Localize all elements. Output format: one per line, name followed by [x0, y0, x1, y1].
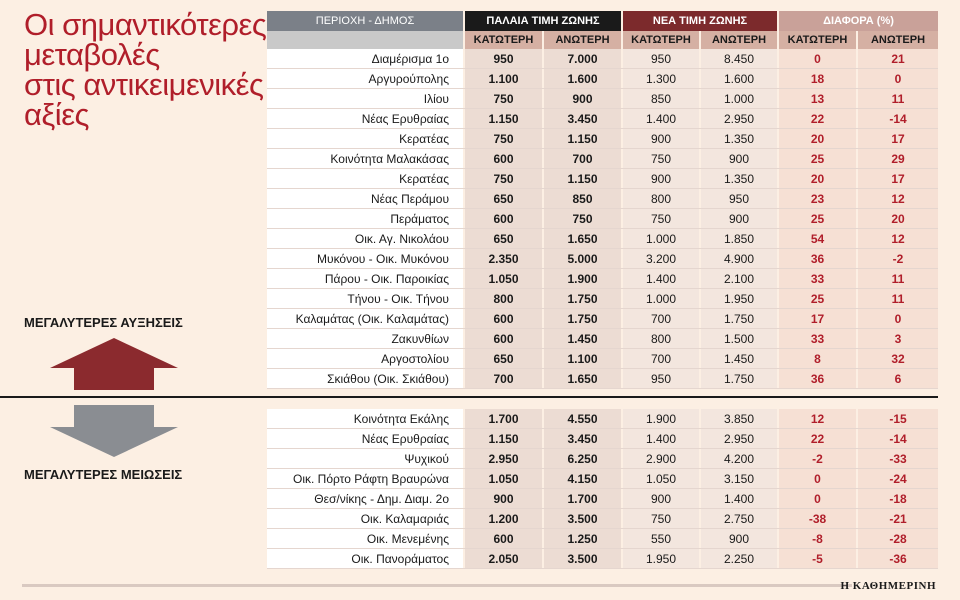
diff-high-cell: 6	[858, 369, 938, 388]
old-high-cell: 3.500	[544, 509, 623, 528]
header-new: ΝΕΑ ΤΙΜΗ ΖΩΝΗΣ	[623, 11, 779, 31]
old-high-cell: 850	[544, 189, 623, 208]
diff-low-cell: -38	[779, 509, 858, 528]
old-low-cell: 2.050	[465, 549, 544, 568]
region-cell: Κοινότητα Μαλακάσας	[267, 149, 465, 168]
old-low-cell: 600	[465, 309, 544, 328]
old-low-cell: 600	[465, 209, 544, 228]
new-low-cell: 800	[623, 189, 701, 208]
new-high-cell: 1.350	[701, 169, 779, 188]
table-row	[267, 269, 938, 289]
old-high-cell: 4.550	[544, 409, 623, 428]
table-row	[267, 49, 938, 69]
subheader-old-high: ΑΝΩΤΕΡΗ	[544, 31, 623, 49]
new-high-cell: 2.100	[701, 269, 779, 288]
old-high-cell: 1.250	[544, 529, 623, 548]
new-high-cell: 4.200	[701, 449, 779, 468]
old-low-cell: 700	[465, 369, 544, 388]
diff-low-cell: 33	[779, 269, 858, 288]
old-high-cell: 1.750	[544, 309, 623, 328]
old-low-cell: 600	[465, 149, 544, 168]
new-high-cell: 1.350	[701, 129, 779, 148]
table-row	[267, 69, 938, 89]
table-row	[267, 229, 938, 249]
old-high-cell: 750	[544, 209, 623, 228]
old-low-cell: 1.050	[465, 269, 544, 288]
diff-high-cell: 3	[858, 329, 938, 348]
up-arrow-icon	[50, 338, 178, 390]
old-low-cell: 650	[465, 349, 544, 368]
table-row	[267, 249, 938, 269]
diff-low-cell: 18	[779, 69, 858, 88]
old-high-cell: 1.150	[544, 169, 623, 188]
diff-high-cell: 21	[858, 49, 938, 68]
region-cell: Κερατέας	[267, 129, 465, 148]
page-title	[24, 7, 274, 132]
region-cell: Διαμέρισμα 1ο	[267, 49, 465, 68]
region-cell: Οικ. Μενεμένης	[267, 529, 465, 548]
diff-low-cell: 22	[779, 109, 858, 128]
table-row	[267, 349, 938, 369]
diff-low-cell: 12	[779, 409, 858, 428]
old-high-cell: 3.450	[544, 429, 623, 448]
diff-low-cell: 13	[779, 89, 858, 108]
new-low-cell: 1.000	[623, 229, 701, 248]
region-cell: Νέας Ερυθραίας	[267, 429, 465, 448]
increases-label: ΜΕΓΑΛΥΤΕΡΕΣ ΑΥΞΗΣΕΙΣ	[24, 315, 183, 330]
new-low-cell: 700	[623, 309, 701, 328]
diff-high-cell: 11	[858, 269, 938, 288]
table-row	[267, 509, 938, 529]
new-high-cell: 1.500	[701, 329, 779, 348]
region-cell: Οικ. Καλαμαριάς	[267, 509, 465, 528]
region-cell: Περάματος	[267, 209, 465, 228]
header-old: ΠΑΛΑΙΑ ΤΙΜΗ ΖΩΝΗΣ	[465, 11, 623, 31]
old-low-cell: 1.150	[465, 429, 544, 448]
diff-high-cell: 11	[858, 89, 938, 108]
old-low-cell: 900	[465, 489, 544, 508]
new-high-cell: 1.400	[701, 489, 779, 508]
diff-high-cell: 20	[858, 209, 938, 228]
old-high-cell: 5.000	[544, 249, 623, 268]
diff-low-cell: 36	[779, 369, 858, 388]
new-low-cell: 950	[623, 369, 701, 388]
region-cell: Νέας Περάμου	[267, 189, 465, 208]
diff-high-cell: 17	[858, 129, 938, 148]
region-cell: Καλαμάτας (Οικ. Καλαμάτας)	[267, 309, 465, 328]
diff-high-cell: 12	[858, 189, 938, 208]
new-low-cell: 1.400	[623, 429, 701, 448]
old-low-cell: 750	[465, 169, 544, 188]
table-row	[267, 169, 938, 189]
source-credit: Η ΚΑΘΗΜΕΡΙΝΗ	[840, 580, 936, 592]
old-low-cell: 2.950	[465, 449, 544, 468]
diff-low-cell: 25	[779, 289, 858, 308]
diff-low-cell: -5	[779, 549, 858, 568]
diff-high-cell: 0	[858, 309, 938, 328]
old-high-cell: 7.000	[544, 49, 623, 68]
diff-low-cell: 36	[779, 249, 858, 268]
old-low-cell: 750	[465, 129, 544, 148]
old-low-cell: 650	[465, 229, 544, 248]
diff-high-cell: 12	[858, 229, 938, 248]
table-header	[267, 11, 938, 31]
old-low-cell: 1.700	[465, 409, 544, 428]
header-region: ΠΕΡΙΟΧΗ - ΔΗΜΟΣ	[267, 11, 465, 31]
diff-high-cell: -24	[858, 469, 938, 488]
title-line: μεταβολές	[24, 37, 160, 72]
new-high-cell: 900	[701, 529, 779, 548]
new-low-cell: 900	[623, 489, 701, 508]
subheader-diff-low: ΚΑΤΩΤΕΡΗ	[779, 31, 858, 49]
table-row	[267, 309, 938, 329]
old-low-cell: 600	[465, 529, 544, 548]
diff-high-cell: 11	[858, 289, 938, 308]
diff-high-cell: -14	[858, 109, 938, 128]
table-row	[267, 549, 938, 569]
new-low-cell: 550	[623, 529, 701, 548]
region-cell: Ζακυνθίων	[267, 329, 465, 348]
table-subheader	[267, 31, 938, 49]
diff-low-cell: 20	[779, 169, 858, 188]
diff-low-cell: 20	[779, 129, 858, 148]
table-row	[267, 189, 938, 209]
old-high-cell: 1.750	[544, 289, 623, 308]
decreases-rows	[267, 409, 938, 569]
new-low-cell: 850	[623, 89, 701, 108]
diff-low-cell: 54	[779, 229, 858, 248]
diff-low-cell: 0	[779, 49, 858, 68]
new-low-cell: 750	[623, 149, 701, 168]
diff-high-cell: 17	[858, 169, 938, 188]
diff-low-cell: 0	[779, 469, 858, 488]
new-high-cell: 1.750	[701, 309, 779, 328]
decreases-label: ΜΕΓΑΛΥΤΕΡΕΣ ΜΕΙΩΣΕΙΣ	[24, 467, 183, 482]
new-high-cell: 8.450	[701, 49, 779, 68]
table-row	[267, 469, 938, 489]
diff-low-cell: -2	[779, 449, 858, 468]
region-cell: Τήνου - Οικ. Τήνου	[267, 289, 465, 308]
new-low-cell: 1.900	[623, 409, 701, 428]
increases-rows	[267, 49, 938, 389]
old-high-cell: 1.650	[544, 229, 623, 248]
down-arrow-icon	[50, 405, 178, 457]
new-low-cell: 1.300	[623, 69, 701, 88]
old-low-cell: 2.350	[465, 249, 544, 268]
region-cell: Ψυχικού	[267, 449, 465, 468]
diff-low-cell: 25	[779, 149, 858, 168]
old-low-cell: 650	[465, 189, 544, 208]
table-row	[267, 289, 938, 309]
new-low-cell: 750	[623, 509, 701, 528]
new-high-cell: 4.900	[701, 249, 779, 268]
old-high-cell: 1.700	[544, 489, 623, 508]
subheader-blank	[267, 31, 465, 49]
new-low-cell: 900	[623, 129, 701, 148]
new-low-cell: 900	[623, 169, 701, 188]
region-cell: Κερατέας	[267, 169, 465, 188]
old-high-cell: 1.900	[544, 269, 623, 288]
table-row	[267, 369, 938, 389]
new-high-cell: 2.950	[701, 429, 779, 448]
region-cell: Θεσ/νίκης - Δημ. Διαμ. 2ο	[267, 489, 465, 508]
old-high-cell: 3.500	[544, 549, 623, 568]
diff-high-cell: -2	[858, 249, 938, 268]
diff-low-cell: 33	[779, 329, 858, 348]
table-row	[267, 109, 938, 129]
diff-high-cell: -14	[858, 429, 938, 448]
table-row	[267, 329, 938, 349]
header-diff: ΔΙΑΦΟΡΑ (%)	[779, 11, 938, 31]
diff-low-cell: -8	[779, 529, 858, 548]
title-line: αξίες	[24, 97, 89, 132]
new-high-cell: 950	[701, 189, 779, 208]
subheader-new-low: ΚΑΤΩΤΕΡΗ	[623, 31, 701, 49]
new-low-cell: 800	[623, 329, 701, 348]
old-low-cell: 1.200	[465, 509, 544, 528]
diff-high-cell: -36	[858, 549, 938, 568]
old-low-cell: 600	[465, 329, 544, 348]
old-low-cell: 800	[465, 289, 544, 308]
new-high-cell: 2.750	[701, 509, 779, 528]
table-row	[267, 129, 938, 149]
old-high-cell: 3.450	[544, 109, 623, 128]
footer-rule	[22, 584, 852, 587]
region-cell: Κοινότητα Εκάλης	[267, 409, 465, 428]
old-low-cell: 1.050	[465, 469, 544, 488]
old-high-cell: 1.150	[544, 129, 623, 148]
diff-low-cell: 0	[779, 489, 858, 508]
subheader-diff-high: ΑΝΩΤΕΡΗ	[858, 31, 938, 49]
region-cell: Οικ. Πόρτο Ράφτη Βραυρώνα	[267, 469, 465, 488]
diff-low-cell: 25	[779, 209, 858, 228]
diff-high-cell: -18	[858, 489, 938, 508]
new-low-cell: 2.900	[623, 449, 701, 468]
old-high-cell: 1.100	[544, 349, 623, 368]
table-row	[267, 409, 938, 429]
old-high-cell: 1.600	[544, 69, 623, 88]
old-low-cell: 1.150	[465, 109, 544, 128]
old-low-cell: 1.100	[465, 69, 544, 88]
diff-high-cell: -28	[858, 529, 938, 548]
old-low-cell: 750	[465, 89, 544, 108]
region-cell: Σκιάθου (Οικ. Σκιάθου)	[267, 369, 465, 388]
title-line: στις αντικειμενικές	[24, 67, 264, 102]
new-high-cell: 1.600	[701, 69, 779, 88]
old-low-cell: 950	[465, 49, 544, 68]
new-high-cell: 2.250	[701, 549, 779, 568]
new-low-cell: 700	[623, 349, 701, 368]
diff-low-cell: 22	[779, 429, 858, 448]
region-cell: Νέας Ερυθραίας	[267, 109, 465, 128]
new-high-cell: 3.150	[701, 469, 779, 488]
new-high-cell: 1.450	[701, 349, 779, 368]
old-high-cell: 4.150	[544, 469, 623, 488]
new-low-cell: 950	[623, 49, 701, 68]
region-cell: Οικ. Πανοράματος	[267, 549, 465, 568]
table-row	[267, 489, 938, 509]
new-low-cell: 3.200	[623, 249, 701, 268]
new-low-cell: 1.950	[623, 549, 701, 568]
diff-high-cell: -33	[858, 449, 938, 468]
new-high-cell: 3.850	[701, 409, 779, 428]
old-high-cell: 1.650	[544, 369, 623, 388]
table-row	[267, 209, 938, 229]
table-row	[267, 529, 938, 549]
diff-low-cell: 17	[779, 309, 858, 328]
diff-high-cell: 29	[858, 149, 938, 168]
subheader-new-high: ΑΝΩΤΕΡΗ	[701, 31, 779, 49]
new-high-cell: 2.950	[701, 109, 779, 128]
values-table	[267, 11, 938, 569]
region-cell: Ιλίου	[267, 89, 465, 108]
region-cell: Αργοστολίου	[267, 349, 465, 368]
new-low-cell: 1.400	[623, 269, 701, 288]
region-cell: Πάρου - Οικ. Παροικίας	[267, 269, 465, 288]
region-cell: Αργυρούπολης	[267, 69, 465, 88]
diff-high-cell: -21	[858, 509, 938, 528]
old-high-cell: 6.250	[544, 449, 623, 468]
table-row	[267, 149, 938, 169]
old-high-cell: 1.450	[544, 329, 623, 348]
diff-low-cell: 8	[779, 349, 858, 368]
section-gap	[267, 389, 938, 409]
table-row	[267, 89, 938, 109]
region-cell: Μυκόνου - Οικ. Μυκόνου	[267, 249, 465, 268]
diff-high-cell: -15	[858, 409, 938, 428]
new-high-cell: 1.750	[701, 369, 779, 388]
new-low-cell: 1.000	[623, 289, 701, 308]
new-high-cell: 1.950	[701, 289, 779, 308]
diff-high-cell: 32	[858, 349, 938, 368]
new-high-cell: 1.850	[701, 229, 779, 248]
new-low-cell: 1.400	[623, 109, 701, 128]
new-low-cell: 1.050	[623, 469, 701, 488]
title-line: Οι σημαντικότερες	[24, 7, 267, 42]
diff-high-cell: 0	[858, 69, 938, 88]
diff-low-cell: 23	[779, 189, 858, 208]
region-cell: Οικ. Αγ. Νικολάου	[267, 229, 465, 248]
old-high-cell: 900	[544, 89, 623, 108]
table-row	[267, 429, 938, 449]
new-high-cell: 900	[701, 149, 779, 168]
new-high-cell: 1.000	[701, 89, 779, 108]
old-high-cell: 700	[544, 149, 623, 168]
new-high-cell: 900	[701, 209, 779, 228]
table-row	[267, 449, 938, 469]
subheader-old-low: ΚΑΤΩΤΕΡΗ	[465, 31, 544, 49]
new-low-cell: 750	[623, 209, 701, 228]
